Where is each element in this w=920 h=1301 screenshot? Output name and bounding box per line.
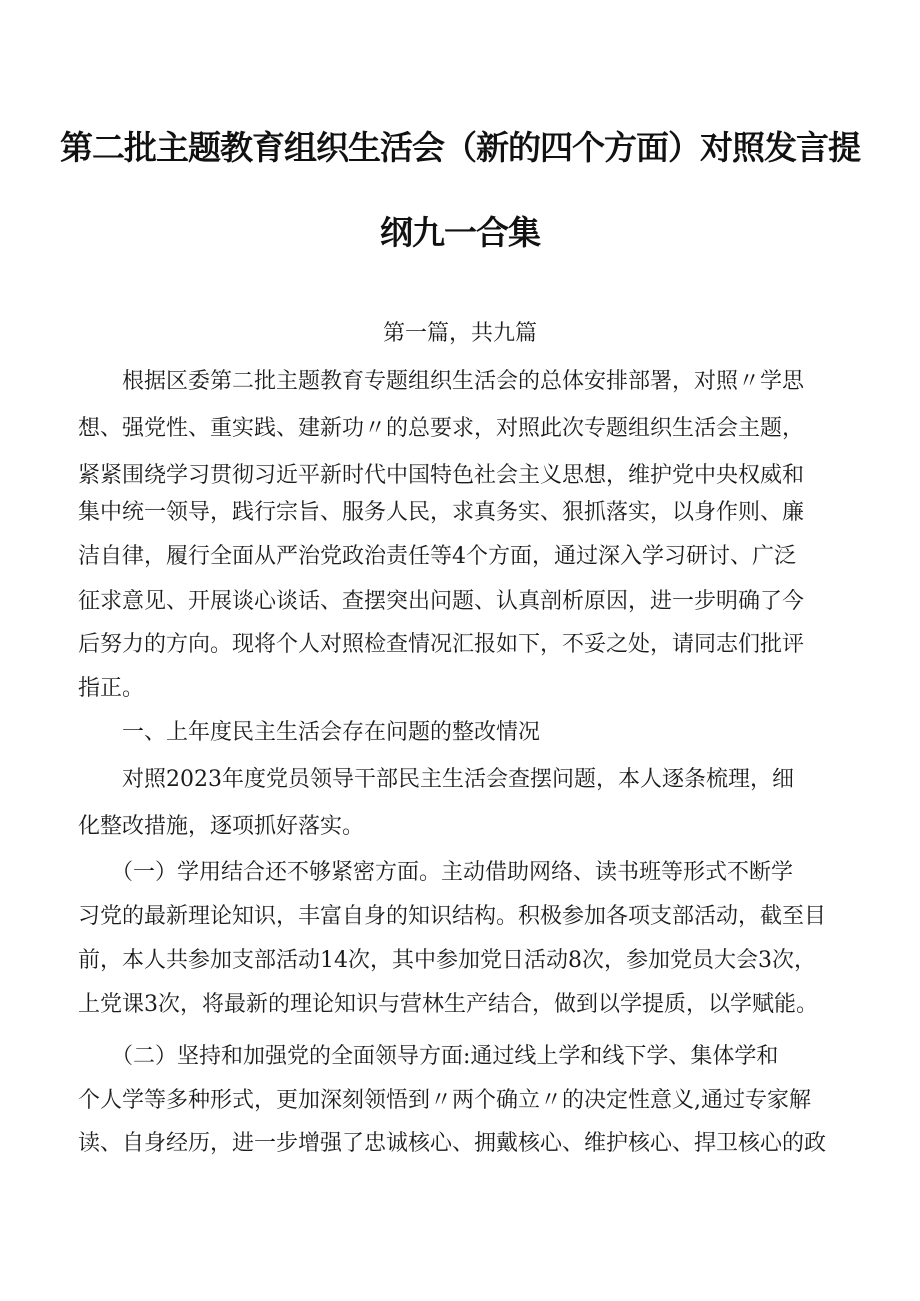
paragraph-line: 个人学等多种形式，更加深刻领悟到〃两个确立〃的决定性意义,通过专家解 (78, 1088, 811, 1113)
paragraph-line: 习党的最新理论知识，丰富自身的知识结构。积极参加各项支部活动，截至目 (78, 904, 827, 929)
paragraph-line: 上党课3次，将最新的理论知识与营林生产结合，做到以学提质，以学赋能。 (78, 992, 818, 1017)
paragraph-line: 后努力的方向。现将个人对照检查情况汇报如下，不妥之处，请同志们批评 (78, 632, 805, 657)
section-heading: 一、上年度民主生活会存在问题的整改情况 (78, 720, 541, 745)
paragraph-line: 前，本人共参加支部活动14次，其中参加党日活动8次，参加党员大会3次， (78, 948, 816, 973)
paragraph-line: 想、强党性、重实践、建新功〃的总要求，对照此次专题组织生活会主题， (78, 416, 805, 441)
paragraph-line: 集中统一领导，践行宗旨、服务人民，求真务实、狠抓落实，以身作则、廉 (78, 500, 805, 525)
paragraph-line: 指正。 (78, 676, 145, 701)
paragraph-line: 对照2023年度党员领导干部民主生活会查摆问题，本人逐条梳理，细 (78, 767, 794, 792)
paragraph-line: （一）学用结合还不够紧密方面。主动借助网络、读书班等形式不断学 (78, 860, 794, 885)
paragraph-line: 征求意见、开展谈心谈话、查摆突出问题、认真剖析原因，进一步明确了今 (78, 589, 805, 614)
paragraph-line: 根据区委第二批主题教育专题组织生活会的总体安排部署，对照〃学思 (78, 369, 805, 394)
paragraph-line: 读、自身经历，进一步增强了忠诚核心、拥戴核心、维护核心、捍卫核心的政 (78, 1131, 827, 1156)
subtitle: 第一篇，共九篇 (382, 321, 537, 346)
title-line-2: 纲九一合集 (380, 213, 540, 252)
title-line-1: 第二批主题教育组织生活会（新的四个方面）对照发言提 (60, 128, 860, 167)
paragraph-line: 洁自律，履行全面从严治党政治责任等4个方面，通过深入学习研讨、广泛 (78, 544, 796, 569)
paragraph-line: （二）坚持和加强党的全面领导方面:通过线上学和线下学、集体学和 (78, 1044, 779, 1069)
paragraph-line: 紧紧围绕学习贯彻习近平新时代中国特色社会主义思想，维护党中央权威和 (78, 463, 805, 488)
paragraph-line: 化整改措施，逐项抓好落实。 (78, 814, 365, 839)
